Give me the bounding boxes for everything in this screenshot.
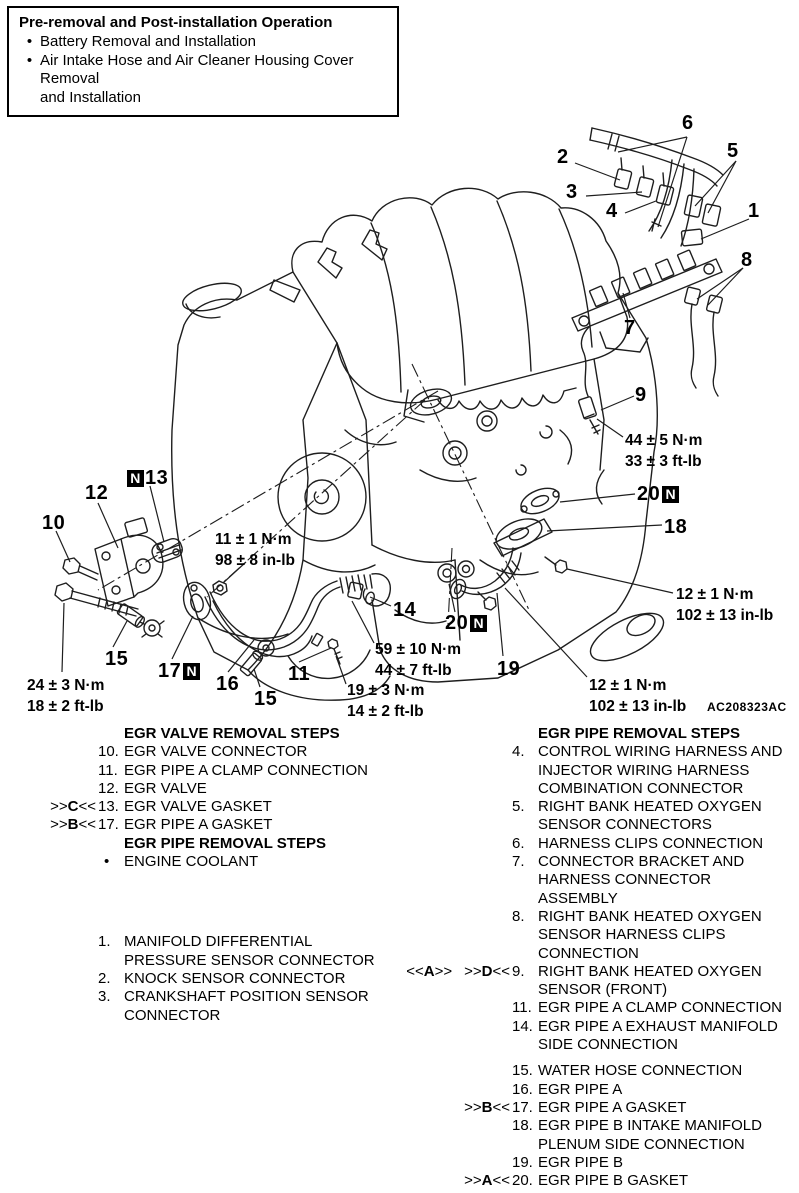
egr-pipe-a: [205, 574, 390, 664]
callout-10: 10: [42, 512, 66, 534]
section-heading-row: [400, 725, 799, 743]
step-number: 10.: [98, 743, 119, 761]
step-row: [400, 1018, 799, 1036]
steps-right-column: [400, 725, 799, 1190]
step-row: [400, 1172, 799, 1190]
n-marker-icon: N: [183, 663, 200, 680]
step-number: 12.: [98, 779, 119, 797]
step-text: RIGHT BANK HEATED OXYGEN: [538, 907, 762, 925]
pre-op-title: Pre-removal and Post-installation Operation: [19, 14, 333, 31]
step-number: 11.: [98, 761, 118, 779]
step-text: EGR PIPE A CLAMP CONNECTION: [538, 999, 782, 1017]
step-text: CONTROL WIRING HARNESS AND: [538, 743, 783, 761]
bullet-icon: •: [26, 33, 33, 50]
section-heading-row: [40, 725, 400, 743]
step-number: 17.: [512, 1098, 533, 1116]
step-text: PRESSURE SENSOR CONNECTOR: [124, 951, 375, 969]
install-marker: >>B<<: [464, 1098, 510, 1116]
step-number: 15.: [512, 1062, 533, 1080]
n-marker-icon: N: [470, 615, 487, 632]
step-number: 4.: [512, 743, 525, 761]
n-marker-icon: N: [127, 470, 144, 487]
step-number: 17.: [98, 816, 119, 834]
install-marker: >>A<<: [464, 1172, 510, 1190]
step-text: EGR PIPE A GASKET: [124, 816, 273, 834]
step-row-continuation: [400, 871, 799, 889]
steps-right-group2: [400, 1062, 799, 1190]
step-text: EGR PIPE A GASKET: [538, 1098, 687, 1116]
callout-15b: 15: [254, 688, 278, 710]
step-number: 14.: [512, 1017, 533, 1035]
callout-9: 9: [635, 384, 647, 406]
torque-note-pipe-b-lower: 12 ± 1 N·m 102 ± 13 in-lb: [589, 677, 687, 715]
step-text: CONNECTOR BRACKET AND: [538, 853, 745, 871]
step-text: WATER HOSE CONNECTION: [538, 1062, 743, 1080]
step-row: [40, 762, 400, 780]
step-number: 13.: [98, 798, 119, 816]
n-marker-icon: N: [662, 486, 679, 503]
step-row: [40, 780, 400, 798]
step-number: 19.: [512, 1153, 533, 1171]
callout-14: 14: [393, 599, 417, 621]
step-number: 7.: [512, 853, 525, 871]
step-text: INJECTOR WIRING HARNESS: [538, 761, 750, 779]
step-row: [400, 1062, 799, 1080]
step-row: [40, 988, 400, 1006]
callout-19: 19: [497, 658, 521, 680]
step-text: HARNESS CONNECTOR: [538, 871, 712, 889]
install-marker: >>C<<: [50, 798, 96, 816]
pre-op-item-line: and Installation: [40, 88, 141, 106]
callout-6: 6: [682, 112, 694, 134]
section-heading: EGR VALVE REMOVAL STEPS: [124, 725, 340, 742]
step-row: [400, 798, 799, 816]
step-row: [40, 743, 400, 761]
step-row-continuation: [40, 1007, 400, 1025]
step-number: 3.: [98, 988, 111, 1006]
step-row: [400, 999, 799, 1017]
torque-note-egr-nut: 11 ± 1 N·m 98 ± 8 in-lb: [215, 531, 295, 569]
callout-12: 12: [85, 482, 109, 504]
step-text: SIDE CONNECTION: [538, 1036, 679, 1054]
pre-op-item-line: Air Intake Hose and Air Cleaner Housing Cover Removal: [40, 51, 354, 87]
step-row: [40, 798, 400, 816]
step-text: EGR VALVE: [124, 779, 207, 797]
step-text: RIGHT BANK HEATED OXYGEN: [538, 798, 762, 816]
step-text: CONNECTOR: [124, 1006, 221, 1024]
step-number: 18.: [512, 1117, 533, 1135]
step-number: 6.: [512, 834, 525, 852]
callout-4: 4: [606, 200, 618, 222]
section-heading: EGR PIPE REMOVAL STEPS: [538, 725, 740, 742]
callout-2: 2: [557, 146, 569, 168]
step-number: 2.: [98, 969, 111, 987]
pre-op-item-text: Battery Removal and Installation: [40, 33, 256, 50]
step-text: SENSOR (FRONT): [538, 981, 668, 999]
step-text: COMBINATION CONNECTOR: [538, 779, 744, 797]
engine-block: [172, 188, 671, 700]
step-text: ASSEMBLY: [538, 889, 618, 907]
callout-18: 18: [664, 516, 688, 538]
step-number: 9.: [512, 962, 525, 980]
step-number: 5.: [512, 798, 525, 816]
step-row: [400, 1099, 799, 1117]
step-row-continuation: [400, 890, 799, 908]
step-row-continuation: [400, 981, 799, 999]
section-heading: EGR PIPE REMOVAL STEPS: [124, 834, 326, 852]
step-row: [400, 1081, 799, 1099]
oxygen-sensor: [578, 327, 600, 434]
torque-note-o2-sensor: 44 ± 5 N·m 33 ± 3 ft-lb: [625, 432, 703, 470]
callout-13-n: N 13: [127, 468, 168, 488]
step-text: EGR PIPE A EXHAUST MANIFOLD: [538, 1017, 778, 1035]
step-row: [400, 1117, 799, 1135]
step-number: 20.: [512, 1172, 533, 1190]
step-text: EGR PIPE B: [538, 1153, 624, 1171]
step-row-continuation: [400, 1136, 799, 1154]
step-row: [400, 743, 799, 761]
step-text: EGR PIPE B INTAKE MANIFOLD: [538, 1117, 762, 1135]
wiring-harness: [572, 128, 723, 396]
step-row-continuation: [400, 780, 799, 798]
step-text: EGR PIPE B GASKET: [538, 1172, 689, 1190]
callout-20a-n: 20 N: [637, 484, 679, 504]
step-row-continuation: [400, 816, 799, 834]
step-text: EGR VALVE CONNECTOR: [124, 743, 308, 761]
steps-left-column: [40, 725, 400, 1025]
step-text: ENGINE COOLANT: [124, 853, 259, 871]
step-text: SENSOR HARNESS CLIPS: [538, 926, 726, 944]
step-row: [40, 933, 400, 951]
step-text: KNOCK SENSOR CONNECTOR: [124, 969, 346, 987]
callout-8: 8: [741, 249, 753, 271]
step-text: EGR VALVE GASKET: [124, 798, 272, 816]
step-number: 16.: [512, 1080, 533, 1098]
step-text: HARNESS CLIPS CONNECTION: [538, 834, 764, 852]
step-row: [400, 853, 799, 871]
step-number: 8.: [512, 907, 525, 925]
figure-code: AC208323AC: [707, 700, 787, 714]
section-heading-row: [40, 835, 400, 853]
callout-15a: 15: [105, 648, 129, 670]
step-text: PLENUM SIDE CONNECTION: [538, 1135, 745, 1153]
step-row-continuation: [400, 945, 799, 963]
step-text: CONNECTION: [538, 944, 639, 962]
step-row: [40, 970, 400, 988]
step-row-continuation: [400, 1036, 799, 1054]
step-text: CRANKSHAFT POSITION SENSOR: [124, 988, 369, 1006]
step-number: 11.: [512, 999, 532, 1017]
callout-1: 1: [748, 200, 760, 222]
steps-left-group2: [40, 933, 400, 1024]
callout-16: 16: [216, 673, 240, 695]
callout-5: 5: [727, 140, 739, 162]
step-row: [400, 1154, 799, 1172]
step-row-continuation: [40, 952, 400, 970]
callout-7: 7: [624, 317, 636, 339]
step-row: [40, 853, 400, 871]
torque-note-valve-bolt: 24 ± 3 N·m 18 ± 2 ft-lb: [27, 677, 105, 715]
bullet-icon: •: [26, 51, 33, 69]
install-marker: <<A>> >>D<<: [406, 962, 510, 980]
step-row: [400, 835, 799, 853]
step-row-continuation: [400, 926, 799, 944]
step-text: MANIFOLD DIFFERENTIAL: [124, 933, 313, 951]
bullet-icon: •: [104, 853, 110, 871]
step-number: 1.: [98, 933, 111, 951]
step-row: [40, 816, 400, 834]
callout-20b-n: 20 N: [445, 613, 487, 633]
install-marker: >>B<<: [50, 816, 96, 834]
torque-note-pipe-a: 59 ± 10 N·m 44 ± 7 ft-lb: [375, 641, 462, 679]
callout-3: 3: [566, 181, 578, 203]
step-row: [400, 963, 799, 981]
torque-note-pipe-b-upper: 12 ± 1 N·m 102 ± 13 in-lb: [676, 586, 774, 624]
step-row: [400, 908, 799, 926]
step-text: RIGHT BANK HEATED OXYGEN: [538, 962, 762, 980]
torque-note-clamp-bolt: 19 ± 3 N·m 14 ± 2 ft-lb: [347, 682, 425, 720]
step-text: EGR PIPE A CLAMP CONNECTION: [124, 761, 368, 779]
step-row-continuation: [400, 762, 799, 780]
step-text: SENSOR CONNECTORS: [538, 816, 712, 834]
step-text: EGR PIPE A: [538, 1080, 623, 1098]
callout-17-n: 17 N: [158, 661, 200, 681]
callout-11: 11: [288, 663, 311, 685]
